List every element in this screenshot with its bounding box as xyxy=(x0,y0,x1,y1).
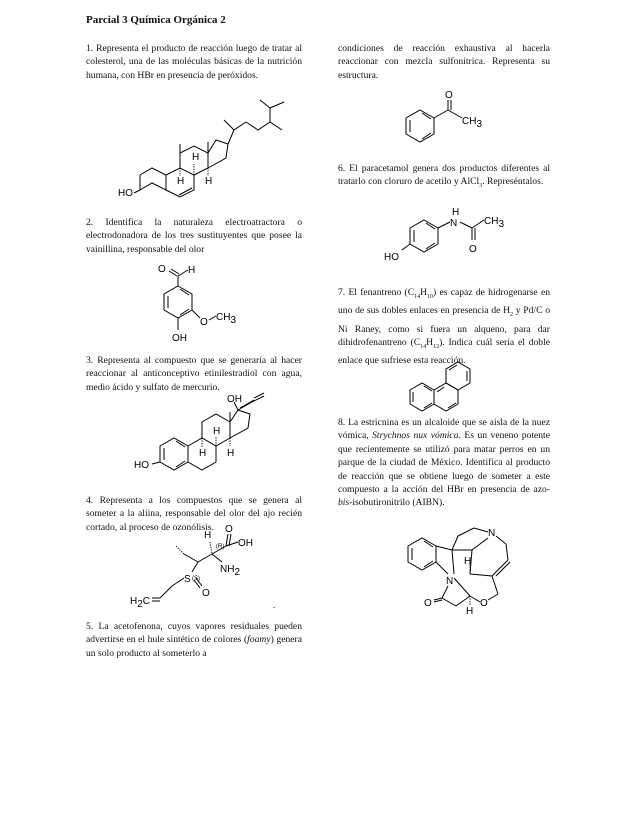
question-2 xyxy=(86,216,302,256)
vanillin-structure xyxy=(150,262,260,348)
s-config-label: (S) xyxy=(192,576,200,582)
q7-sub: 2 xyxy=(510,312,514,319)
h-label: H xyxy=(177,176,185,187)
cholesterol-structure xyxy=(110,92,310,202)
q7-part: ). Indica cuál sería el doble enlace que sufriese esta reacción. xyxy=(338,337,550,367)
question-5-continuation xyxy=(338,42,550,82)
oh-label: OH xyxy=(227,394,242,405)
question-5-continuation-text: condiciones de reacción exhaustiva al hacerla reaccionar con mezcla sulfonítrica. Representa su estructura. xyxy=(338,43,550,81)
oh-label: OH xyxy=(172,333,187,344)
question-8 xyxy=(338,416,550,510)
question-5-text: 5. La acetofenona, cuyos vapores residuales pueden advertirse en el hule sintético de colores ( xyxy=(86,621,302,646)
q8-bis: bis xyxy=(338,497,350,509)
ethinylestradiol-structure xyxy=(130,396,310,476)
q7-sub: 14 xyxy=(414,293,421,300)
question-6-end: . Represéntalos. xyxy=(482,176,544,188)
vinyl-label: H2C xyxy=(130,596,151,610)
h-label: H xyxy=(213,426,221,437)
amide-o-label: O xyxy=(469,244,477,255)
question-6-text: 6. El paracetamol genera dos productos diferentes al tratarlo con cloruro de acetilo y AlCl xyxy=(338,163,550,188)
q8-part: . Es un veneno potente que recientemente se utilizó para matar perros en un parque de la ciudad de México. Identifica al producto de reacción que se obtiene luego de someter a este compuesto a la acción del HBr en presencia de azo- xyxy=(338,430,550,496)
q7-part: 7. El fenantreno (C xyxy=(338,287,415,298)
q8-species: Strychnos nux vómica xyxy=(372,430,459,442)
q7-sub: 14 xyxy=(420,343,427,350)
tertiary-n-label: N xyxy=(488,528,496,539)
aldehyde-o-label: O xyxy=(158,264,166,275)
h-label: H xyxy=(199,448,207,459)
question-1-text: 1. Representa el producto de reacción luego de tratar al colesterol, una de las moléculas básicas de la nutrición humana, con HBr en presencia de peróxidos. xyxy=(86,43,302,81)
ho-label: HO xyxy=(134,460,149,471)
h-label: H xyxy=(192,152,200,163)
q8-part: 8. La estricnina es un alcaloide que se aísla de la nuez vómica, xyxy=(338,417,550,442)
page-title: Parcial 3 Química Orgánica 2 xyxy=(86,14,226,26)
q8-part: -isobutironitrilo (AIBN). xyxy=(349,497,445,509)
question-3 xyxy=(86,354,302,394)
question-6 xyxy=(338,162,550,194)
q7-part: ) es capaz de hidrogenarse en uno de sus dobles enlaces en presencia de H xyxy=(338,287,550,317)
methyl-label: CH3 xyxy=(462,116,483,130)
question-5 xyxy=(86,620,302,660)
amide-h-label: H xyxy=(452,207,460,218)
carbonyl-o-label: O xyxy=(225,524,233,535)
h-label: H xyxy=(464,556,472,567)
methoxy-o-label: O xyxy=(200,317,208,328)
methyl-label: CH3 xyxy=(484,216,505,230)
q7-part: H xyxy=(420,287,428,298)
r-config-label: (R) xyxy=(216,544,225,550)
indole-n-label: N xyxy=(446,576,454,587)
ether-o-label: O xyxy=(480,598,488,609)
h-label: H xyxy=(227,448,235,459)
stray-dot: . xyxy=(273,600,276,610)
alpha-h-label: H xyxy=(204,530,212,541)
methyl-label: CH3 xyxy=(216,312,237,326)
q7-sub: 12 xyxy=(433,343,440,350)
question-5-foamy: foamy xyxy=(247,634,271,646)
q7-part: H xyxy=(426,337,434,349)
acetophenone-structure xyxy=(400,88,510,148)
question-2-text: 2. Identifica la naturaleza electroatractora o electrodonadora de los tres sustituyentes que posee la vainillina, responsable del olor xyxy=(86,217,302,255)
h-label: H xyxy=(205,176,213,187)
h-label: H xyxy=(466,606,474,617)
strychnine-structure xyxy=(390,520,530,620)
sulfoxide-o-label: O xyxy=(202,588,210,599)
amine-label: NH2 xyxy=(220,564,241,578)
ho-label: HO xyxy=(384,252,399,263)
sulfur-label: S xyxy=(184,574,191,585)
carbonyl-o-label: O xyxy=(445,90,453,101)
lactam-o-label: O xyxy=(424,598,432,609)
question-4-text: 4. Representa a los compuestos que se genera al someter a la aliina, responsable del olor del ajo recién cortado, al proceso de ozonólisis. xyxy=(86,495,302,533)
question-3-text: 3. Representa al compuesto que se generaría al hacer reaccionar al anticonceptivo etinilestradiol con agua, medio ácido y sulfato de mercurio. xyxy=(86,355,302,393)
acid-oh-label: OH xyxy=(238,538,253,549)
q7-sub: 10 xyxy=(427,293,434,300)
question-5-text-end: ) genera un solo producto al someterlo a xyxy=(86,634,302,659)
amide-n-label: N xyxy=(450,218,458,229)
alliin-structure xyxy=(130,524,278,610)
paracetamol-structure xyxy=(384,206,514,266)
q7-part: y Pd/C o Ni Raney, como si fuera un alqueno, para dar dihidrofenantreno (C xyxy=(338,305,550,349)
aldehyde-h-label: H xyxy=(188,265,196,276)
phenanthrene-structure xyxy=(396,356,486,412)
question-1 xyxy=(86,42,302,82)
question-6-sub: 3 xyxy=(479,183,483,190)
ho-label: HO xyxy=(118,188,133,199)
